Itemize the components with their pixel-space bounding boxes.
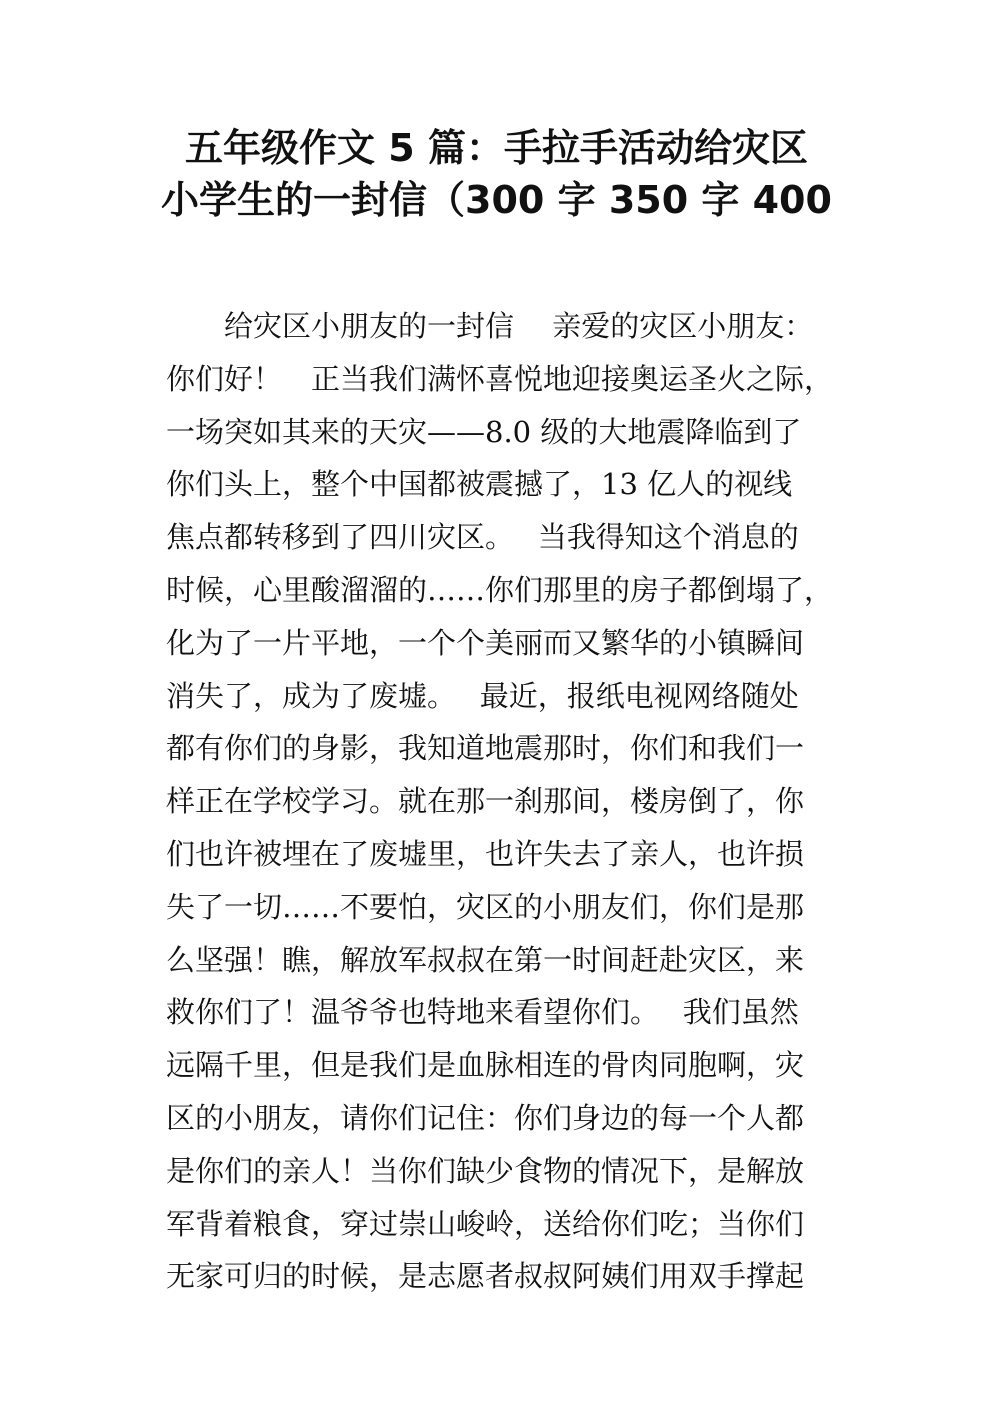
body-line: 无家可归的时候，是志愿者叔叔阿姨们用双手撑起 xyxy=(166,1259,805,1294)
body-line: 化为了一片平地，一个个美丽而又繁华的小镇瞬间 xyxy=(166,625,805,660)
body-line: 时候，心里酸溜溜的……你们那里的房子都倒塌了， xyxy=(166,572,834,607)
body-line: 失了一切……不要怕，灾区的小朋友们，你们是那 xyxy=(166,889,805,924)
body-line: 你们好！ 正当我们满怀喜悦地迎接奥运圣火之际， xyxy=(166,361,834,396)
body-line: 焦点都转移到了四川灾区。 当我得知这个消息的 xyxy=(166,520,799,555)
title-line: 五年级作文 5 篇：手拉手活动给灾区 xyxy=(185,126,808,170)
body-line: 是你们的亲人！当你们缺少食物的情况下，是解放 xyxy=(166,1153,805,1188)
body-line: 样正在学校学习。就在那一刹那间，楼房倒了，你 xyxy=(166,784,805,819)
body-line: 们也许被埋在了废墟里，也许失去了亲人，也许损 xyxy=(166,836,805,871)
body-line: 救你们了！温爷爷也特地来看望你们。 我们虽然 xyxy=(166,995,799,1030)
body-line: 军背着粮食，穿过崇山峻岭，送给你们吃；当你们 xyxy=(166,1206,805,1241)
body-line: 你们头上，整个中国都被震撼了，13 亿人的视线 xyxy=(166,467,793,502)
document-title xyxy=(120,122,873,226)
body-line: 消失了，成为了废墟。 最近，报纸电视网络随处 xyxy=(166,678,799,713)
body-line: 区的小朋友，请你们记住：你们身边的每一个人都 xyxy=(166,1100,805,1135)
document-body xyxy=(166,300,846,1303)
body-line: 都有你们的身影，我知道地震那时，你们和我们一 xyxy=(166,731,805,766)
body-line: 给灾区小朋友的一封信 亲爱的灾区小朋友： xyxy=(166,309,814,343)
title-line: 小学生的一封信（300 字 350 字 400 xyxy=(161,178,832,222)
body-line: 么坚强！瞧，解放军叔叔在第一时间赶赴灾区，来 xyxy=(166,942,805,977)
body-line: 一场突如其来的天灾——8.0 级的大地震降临到了 xyxy=(166,414,802,449)
body-line: 远隔千里，但是我们是血脉相连的骨肉同胞啊，灾 xyxy=(166,1048,805,1083)
